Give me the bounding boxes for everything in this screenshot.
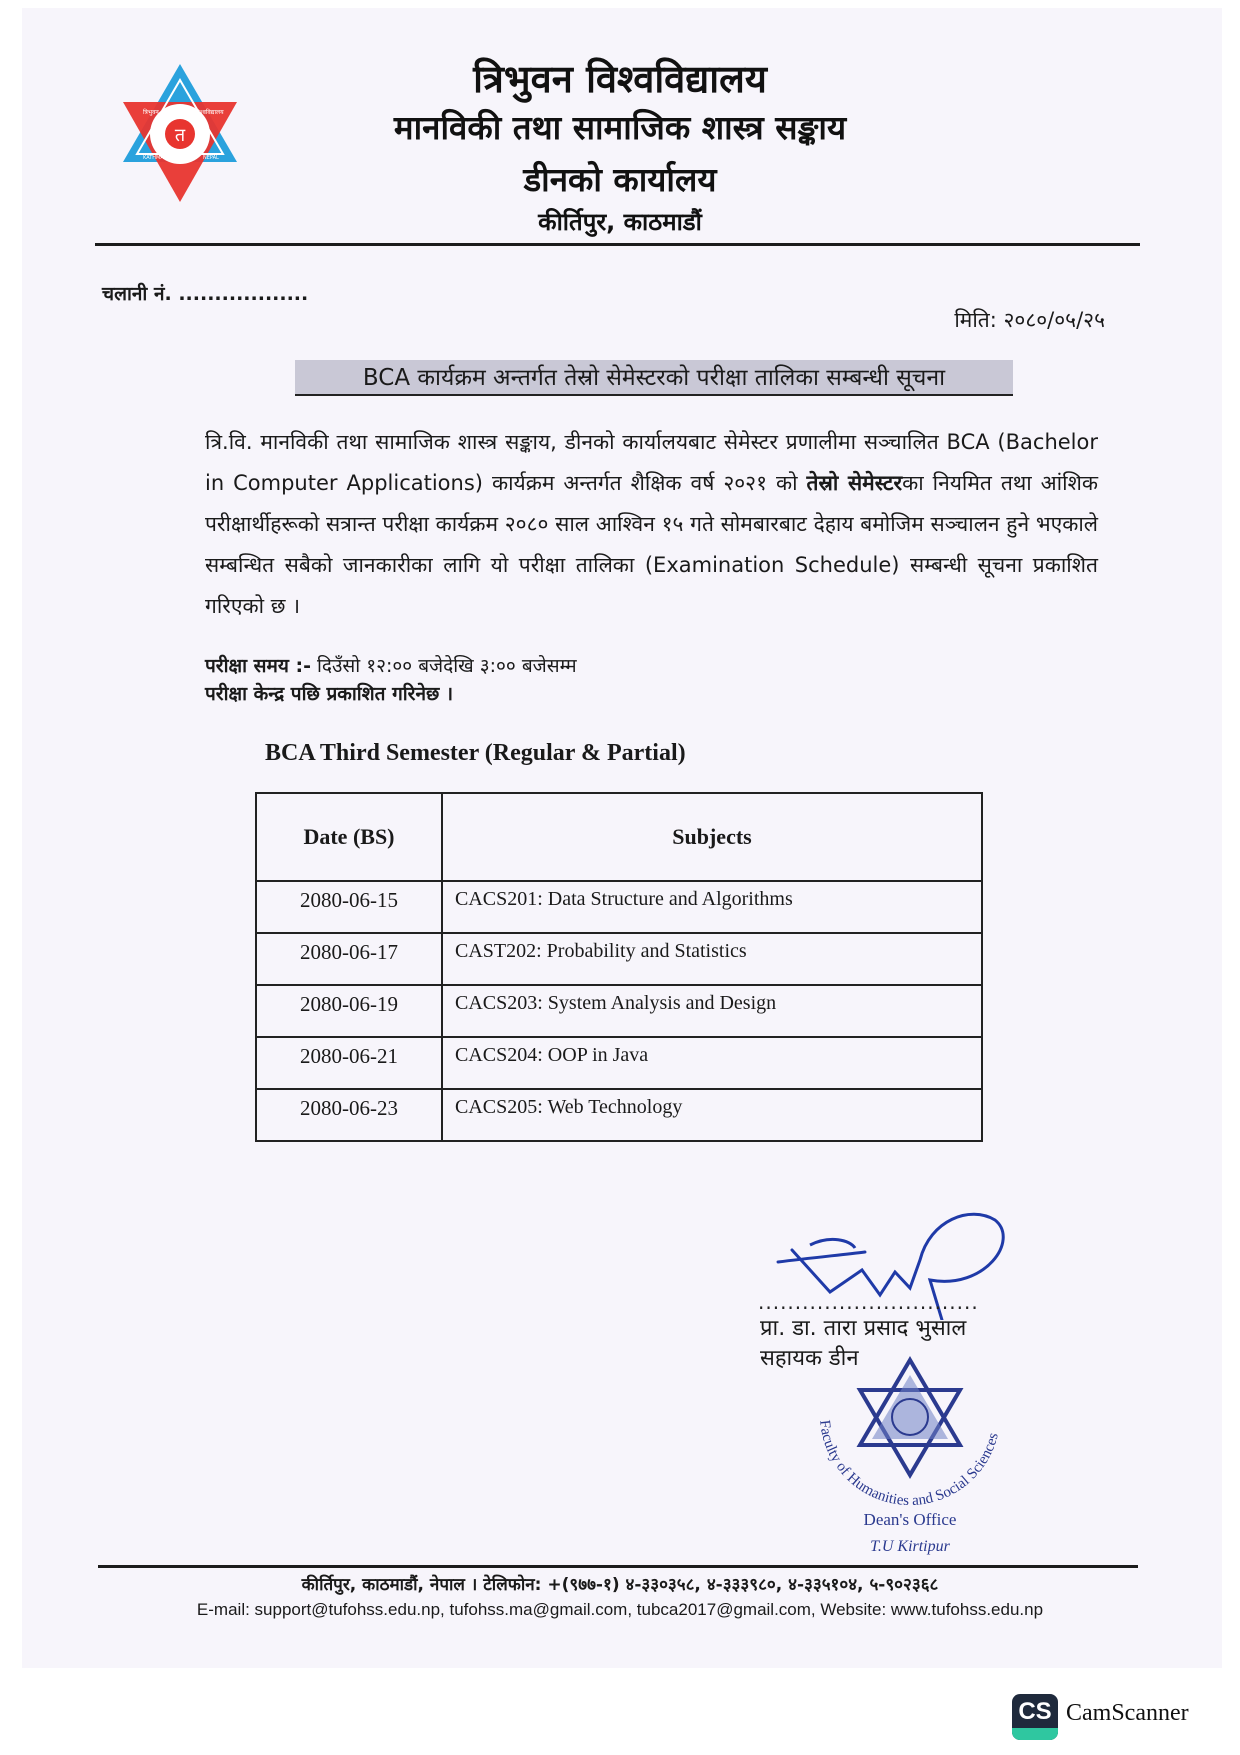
footer-address-phone: कीर्तिपुर, काठमाडौं, नेपाल । टेलिफोन: +(९७७-१) ४-३३०३५८, ४-३३३९८०, ४-३३५१०४, ५-९०२३६८ (301, 1575, 939, 1595)
signatory-title: सहायक डीन (760, 1346, 859, 1371)
body-text-part2: का नियमित तथा आंशिक परीक्षार्थीहरूको सत्रान्त परीक्षा कार्यक्रम २०८० साल आश्विन १५ गते सोमबारबाट देहाय बमोजिम सञ्चालन हुने भएकाले सम्बन्धित सबैको जानकारीका लागि यो परीक्षा तालिका (Examination Schedule) सम्बन्धी सूचना प्रकाशित गरिएको छ । (205, 471, 1098, 618)
table-row (256, 1089, 982, 1141)
exam-schedule-table (255, 792, 983, 1142)
svg-text:Faculty of Humanities and Soci: Faculty of Humanities and Social Sciences (816, 1419, 1002, 1510)
row-subject: CAST202: Probability and Statistics (442, 933, 982, 985)
table-header-row (256, 793, 982, 881)
dispatch-number: चलानी नं. .................. (102, 283, 309, 305)
notice-title: BCA कार्यक्रम अन्तर्गत तेस्रो सेमेस्टरको परीक्षा तालिका सम्बन्धी सूचना (295, 360, 1013, 396)
signature-line: .............................. (758, 1290, 979, 1314)
signatory-name: प्रा. डा. तारा प्रसाद भुसाल (760, 1316, 967, 1341)
notice-date: मिति: २०८०/०५/२५ (954, 308, 1105, 332)
deans-office-stamp-icon (800, 1355, 1020, 1565)
row-date: 2080-06-17 (256, 933, 442, 985)
stamp-line2: T.U Kirtipur (870, 1538, 950, 1555)
svg-text:NEPAL: NEPAL (203, 155, 219, 161)
faculty-name: मानविकी तथा सामाजिक शास्त्र सङ्काय (393, 108, 847, 147)
row-subject: CACS205: Web Technology (442, 1089, 982, 1141)
svg-text:त: त (174, 125, 186, 146)
row-subject: CACS203: System Analysis and Design (442, 985, 982, 1037)
row-subject: CACS201: Data Structure and Algorithms (442, 881, 982, 933)
row-date: 2080-06-19 (256, 985, 442, 1037)
notice-body (205, 422, 1098, 627)
table-row (256, 985, 982, 1037)
exam-time-label: परीक्षा समय :- (205, 655, 311, 677)
row-date: 2080-06-21 (256, 1037, 442, 1089)
university-name: त्रिभुवन विश्वविद्यालय (473, 57, 767, 101)
row-date: 2080-06-15 (256, 881, 442, 933)
camscanner-badge-strip (1012, 1728, 1058, 1740)
body-text-bold: तेस्रो सेमेस्टर (806, 471, 903, 495)
table-row (256, 933, 982, 985)
svg-text:KATHMANDU: KATHMANDU (143, 155, 176, 161)
exam-info (205, 652, 577, 708)
svg-text:त्रिभुवन: त्रिभुवन (143, 109, 159, 116)
exam-time-line (205, 652, 577, 680)
camscanner-badge-text: CS (1018, 1698, 1052, 1725)
table-row (256, 1037, 982, 1089)
office-name: डीनको कार्यालय (523, 160, 717, 199)
column-header-subjects: Subjects (442, 793, 982, 881)
exam-time-value: दिउँसो १२:०० बजेदेखि ३:०० बजेसम्म (310, 655, 577, 677)
footer-contact: E-mail: support@tufohss.edu.np, tufohss.ma@gmail.com, tubca2017@gmail.com, Website: www.tufohss.edu.np (196, 1600, 1044, 1619)
camscanner-logo-icon (1012, 1694, 1058, 1740)
header-divider (95, 243, 1140, 246)
row-date: 2080-06-23 (256, 1089, 442, 1141)
table-row (256, 881, 982, 933)
body-text-part1: त्रि.वि. मानविकी तथा सामाजिक शास्त्र सङ्काय, डीनको कार्यालयबाट सेमेस्टर प्रणालीमा सञ्चालित BCA (Bachelor in Computer Applications) कार्यक्रम अन्तर्गत शैक्षिक वर्ष २०२१ को (205, 430, 1098, 495)
row-subject: CACS204: OOP in Java (442, 1037, 982, 1089)
camscanner-name: CamScanner (1066, 1700, 1189, 1726)
office-location: कीर्तिपुर, काठमाडौं (538, 208, 702, 236)
schedule-caption: BCA Third Semester (Regular & Partial) (265, 740, 686, 766)
exam-center-note: परीक्षा केन्द्र पछि प्रकाशित गरिनेछ । (205, 683, 454, 705)
svg-text:विश्वविद्यालय: विश्वविद्यालय (195, 109, 224, 116)
footer-divider (98, 1565, 1138, 1568)
column-header-date: Date (BS) (256, 793, 442, 881)
stamp-line1: Dean's Office (863, 1510, 957, 1529)
